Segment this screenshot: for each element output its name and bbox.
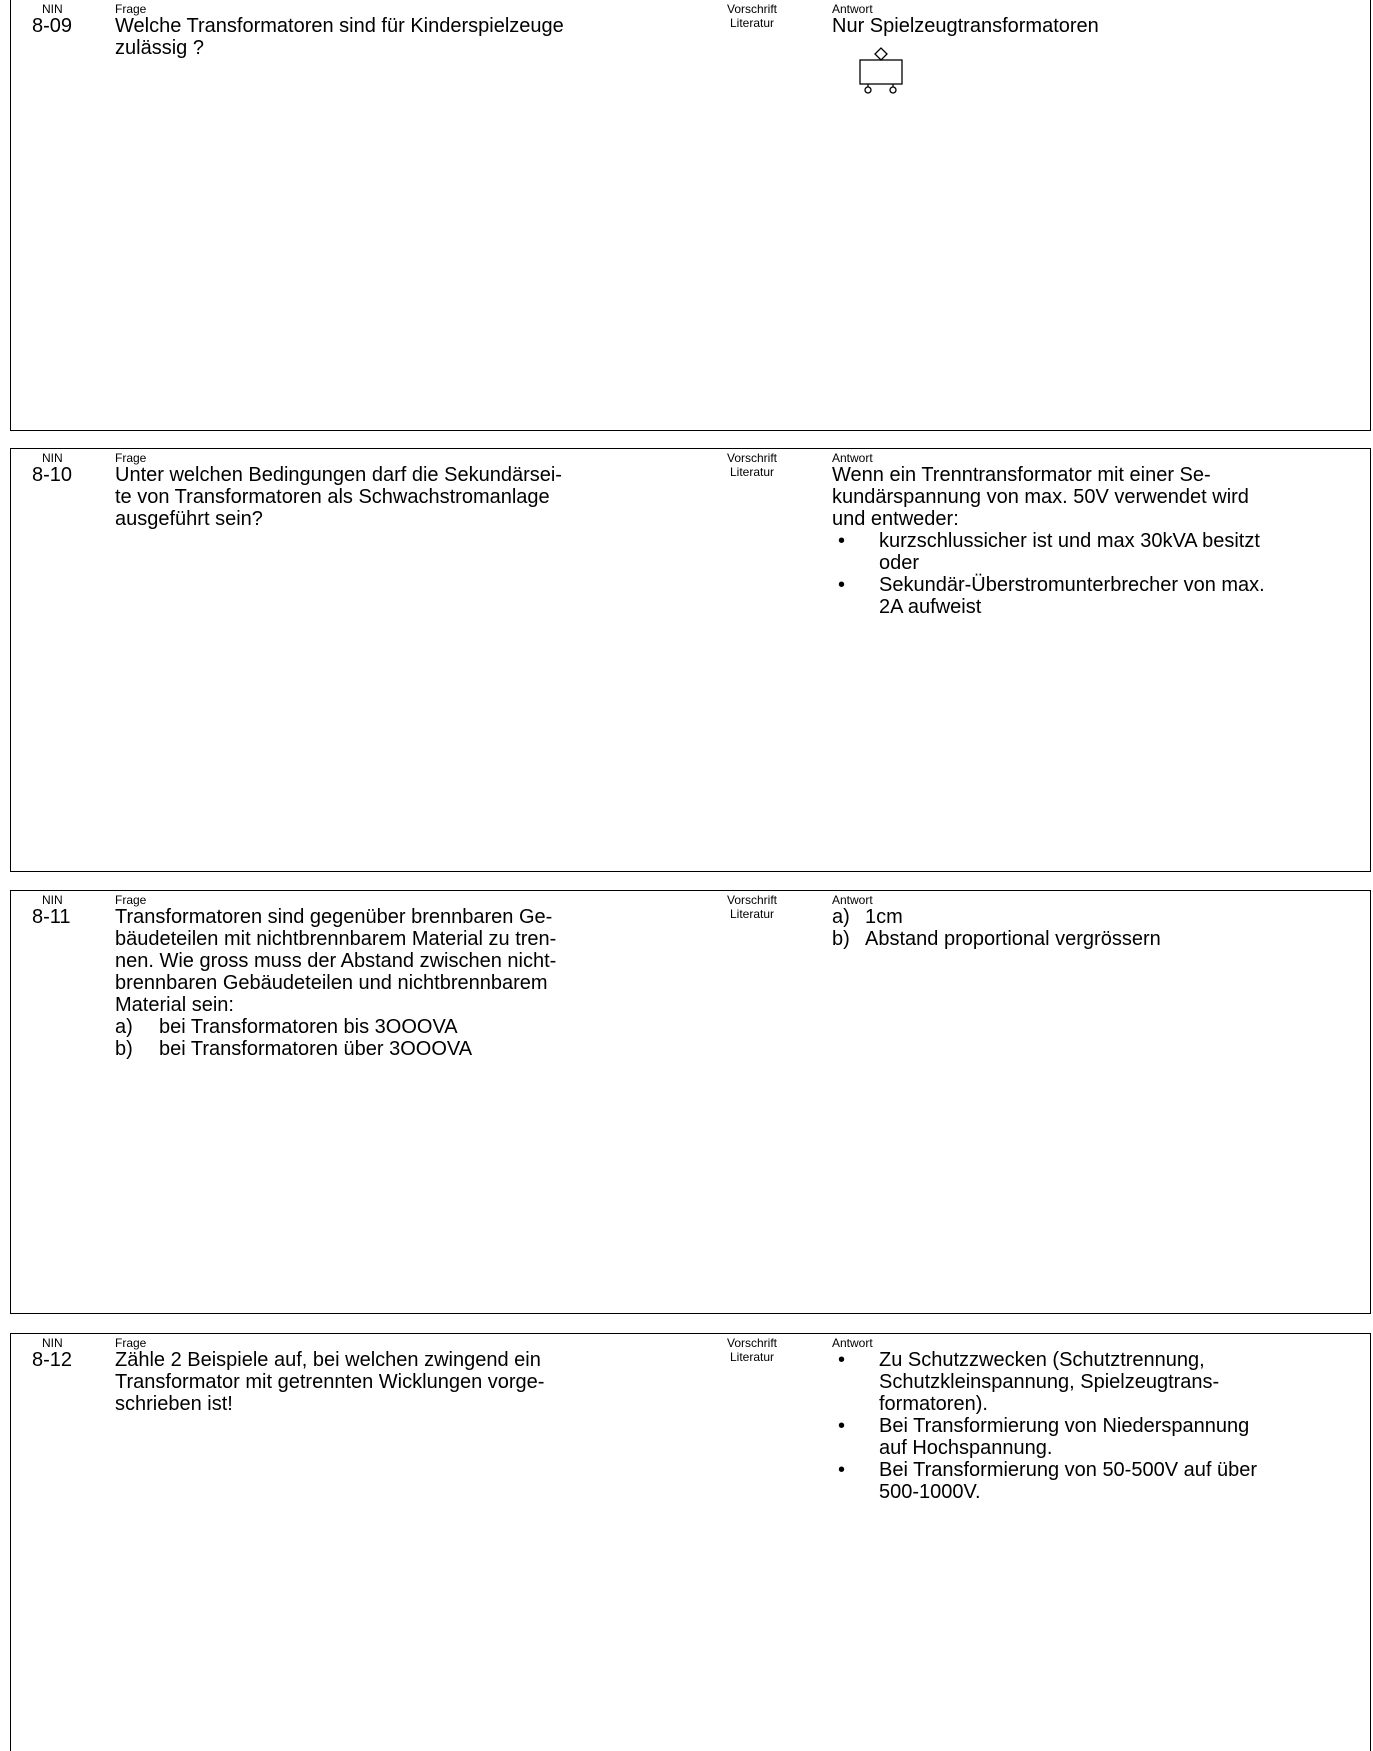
question-number: 8-10 xyxy=(32,464,73,486)
item-letter: b) xyxy=(115,1038,133,1060)
question-number: 8-09 xyxy=(32,15,73,37)
bullet-line: formatoren). xyxy=(879,1393,988,1415)
item-letter: a) xyxy=(115,1016,133,1038)
question-line: Material sein: xyxy=(115,994,234,1016)
bullet-line: Bei Transformierung von 50-500V auf über xyxy=(879,1459,1257,1481)
item-text: 1cm xyxy=(865,906,903,928)
question-line: ausgeführt sein? xyxy=(115,508,263,530)
nin-header: NIN xyxy=(42,893,63,907)
bullet-line: 500-1000V. xyxy=(879,1481,981,1503)
list-item xyxy=(832,1415,1372,1459)
bullet-line: oder xyxy=(879,552,920,574)
nin-header: NIN xyxy=(42,1336,63,1350)
list-item xyxy=(832,1349,1372,1415)
answer-text xyxy=(832,15,1372,37)
frage-header: Frage xyxy=(115,451,147,465)
item-letter: b) xyxy=(832,928,850,950)
literatur-label: Literatur xyxy=(729,907,775,921)
answer-line: Wenn ein Trenntransformator mit einer Se- xyxy=(832,464,1211,486)
bullet-line: 2A aufweist xyxy=(879,596,982,618)
bullet-icon: • xyxy=(838,530,846,552)
question-line: Welche Transformatoren sind für Kinderspielzeuge xyxy=(115,15,564,37)
item-text: bei Transformatoren bis 3OOOVA xyxy=(159,1016,458,1038)
answer-line: und entweder: xyxy=(832,508,959,530)
list-item xyxy=(832,574,1372,618)
nin-header: NIN xyxy=(42,451,63,465)
vorschrift-header xyxy=(712,1336,792,1364)
literatur-label: Literatur xyxy=(729,16,775,30)
vorschrift-header xyxy=(712,893,792,921)
bullet-line: Sekundär-Überstromunterbrecher von max. xyxy=(879,574,1265,596)
bullet-icon: • xyxy=(838,1415,846,1437)
antwort-header: Antwort xyxy=(832,451,873,465)
question-text xyxy=(115,15,715,59)
vorschrift-label: Vorschrift xyxy=(726,2,777,16)
question-line: Transformatoren sind gegenüber brennbaren Ge- xyxy=(115,906,553,928)
bullet-line: Zu Schutzzwecken (Schutztrennung, xyxy=(879,1349,1205,1371)
question-number: 8-11 xyxy=(32,906,71,928)
question-line: bäudeteilen mit nichtbrennbarem Material zu tren- xyxy=(115,928,557,950)
list-item xyxy=(832,1459,1372,1503)
item-text: Abstand proportional vergrössern xyxy=(865,928,1161,950)
literatur-label: Literatur xyxy=(729,465,775,479)
frage-header: Frage xyxy=(115,2,147,16)
question-card xyxy=(10,1333,1371,1751)
question-sub-list xyxy=(115,1016,715,1060)
list-item xyxy=(832,906,1372,928)
list-item xyxy=(832,530,1372,574)
list-item xyxy=(115,1016,715,1038)
question-card xyxy=(10,890,1371,1314)
antwort-header: Antwort xyxy=(832,893,873,907)
literatur-label: Literatur xyxy=(729,1350,775,1364)
list-item xyxy=(115,1038,715,1060)
antwort-header: Antwort xyxy=(832,1336,873,1350)
bullet-line: kurzschlussicher ist und max 30kVA besitzt xyxy=(879,530,1260,552)
list-item xyxy=(832,928,1372,950)
question-text xyxy=(115,1349,715,1415)
question-line: schrieben ist! xyxy=(115,1393,233,1415)
question-number: 8-12 xyxy=(32,1349,73,1371)
question-line: nen. Wie gross muss der Abstand zwischen nicht- xyxy=(115,950,557,972)
vorschrift-label: Vorschrift xyxy=(726,451,777,465)
answer-line: Nur Spielzeugtransformatoren xyxy=(832,15,1099,37)
answer-text xyxy=(832,906,1372,950)
bullet-icon: • xyxy=(838,574,846,596)
item-text: bei Transformatoren über 3OOOVA xyxy=(159,1038,473,1060)
bullet-icon: • xyxy=(838,1349,846,1371)
vorschrift-header xyxy=(712,451,792,479)
bullet-line: auf Hochspannung. xyxy=(879,1437,1053,1459)
question-text xyxy=(115,906,715,1060)
bullet-icon: • xyxy=(838,1459,846,1481)
question-line: Unter welchen Bedingungen darf die Sekundärsei- xyxy=(115,464,562,486)
toy-transformer-symbol-icon xyxy=(858,46,904,94)
bullet-line: Schutzkleinspannung, Spielzeugtrans- xyxy=(879,1371,1220,1393)
vorschrift-header xyxy=(712,2,792,30)
answer-text xyxy=(832,1349,1372,1503)
question-card xyxy=(10,448,1371,872)
question-line: brennbaren Gebäudeteilen und nichtbrennbarem xyxy=(115,972,548,994)
nin-header: NIN xyxy=(42,2,63,16)
frage-header: Frage xyxy=(115,1336,147,1350)
question-card xyxy=(10,0,1371,431)
answer-line: kundärspannung von max. 50V verwendet wird xyxy=(832,486,1249,508)
question-line: te von Transformatoren als Schwachstromanlage xyxy=(115,486,550,508)
antwort-header: Antwort xyxy=(832,2,873,16)
answer-text xyxy=(832,464,1372,618)
answer-sub-list xyxy=(832,906,1372,950)
question-line: Transformator mit getrennten Wicklungen vorge- xyxy=(115,1371,545,1393)
item-letter: a) xyxy=(832,906,850,928)
vorschrift-label: Vorschrift xyxy=(726,1336,777,1350)
question-text xyxy=(115,464,715,530)
question-line: zulässig ? xyxy=(115,37,204,59)
question-line: Zähle 2 Beispiele auf, bei welchen zwingend ein xyxy=(115,1349,541,1371)
answer-bullet-list xyxy=(832,530,1372,618)
frage-header: Frage xyxy=(115,893,147,907)
vorschrift-label: Vorschrift xyxy=(726,893,777,907)
bullet-line: Bei Transformierung von Niederspannung xyxy=(879,1415,1250,1437)
answer-bullet-list xyxy=(832,1349,1372,1503)
